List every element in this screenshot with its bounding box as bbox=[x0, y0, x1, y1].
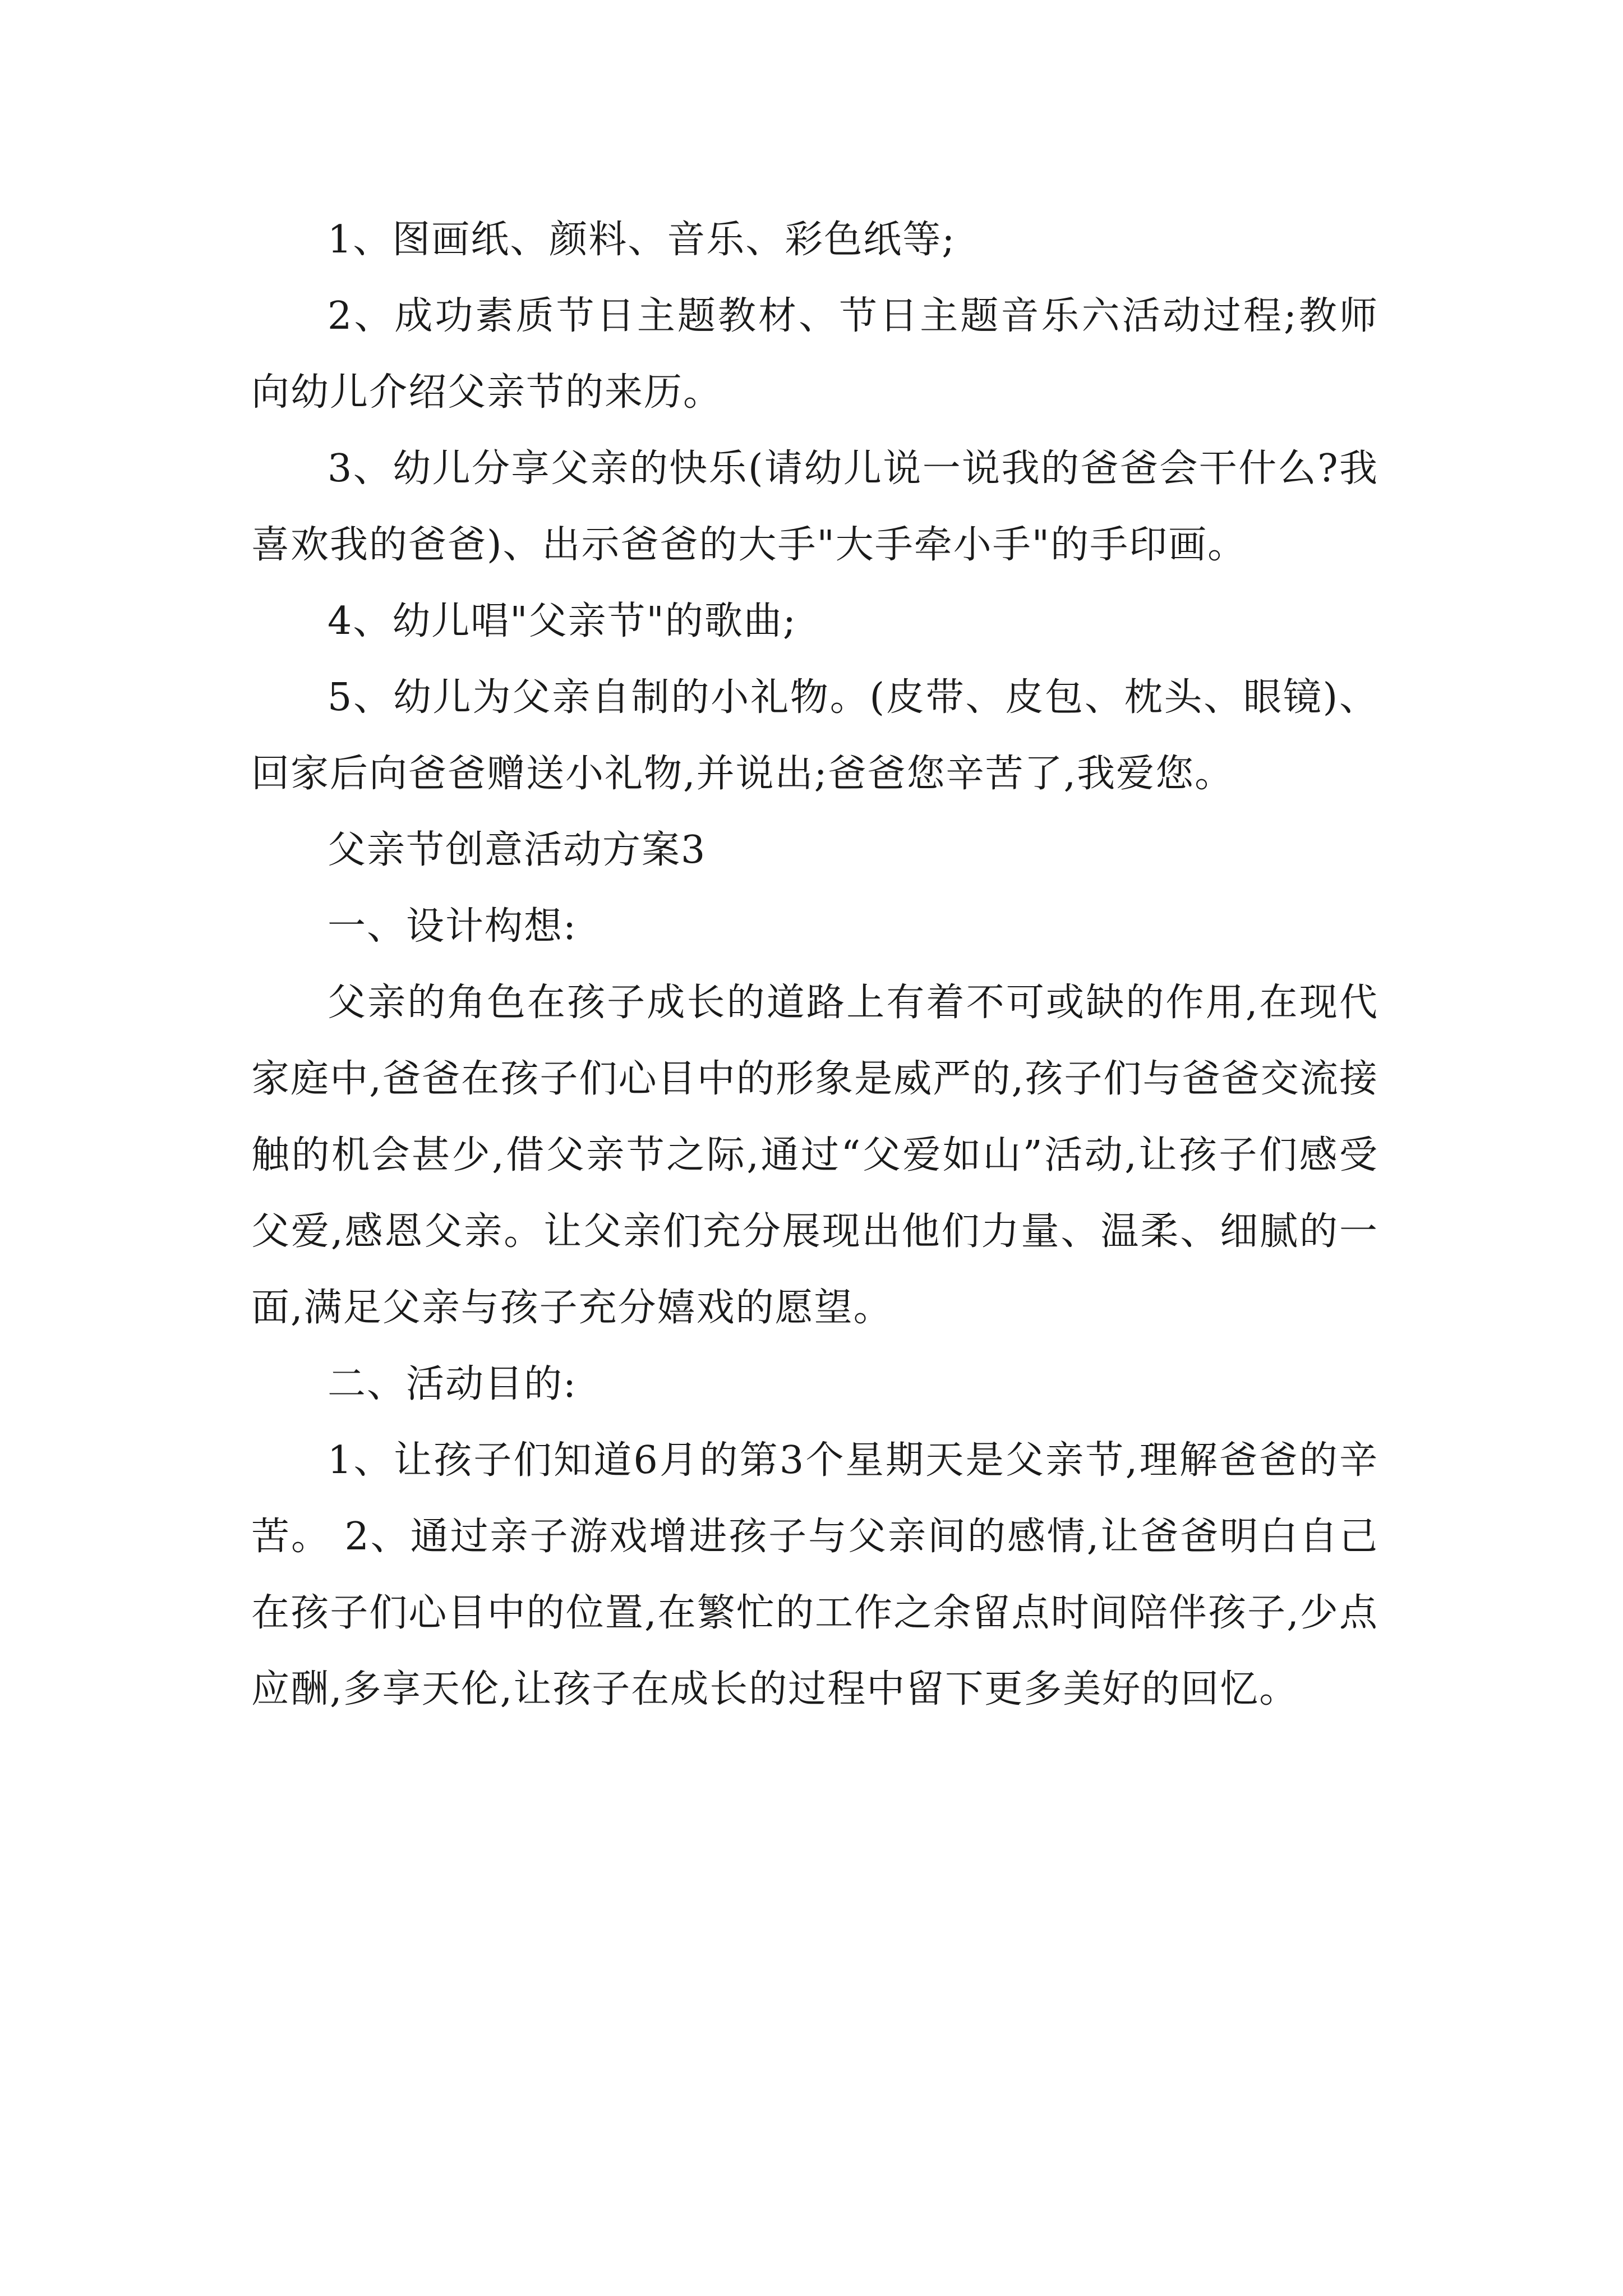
heading-activity-goals: 二、活动目的: bbox=[328, 1362, 577, 1406]
paragraph-song: 4、幼儿唱"父亲节"的歌曲; bbox=[328, 599, 797, 643]
paragraph-design-concept: 父亲的角色在孩子成长的道路上有着不可或缺的作用,在现代家庭中,爸爸在孩子们心目中的形象是威严的,孩子们与爸爸交流接触的机会甚少,借父亲节之际,通过“父爱如山”活动,让孩子们感受父爱,感恩父亲。让父亲们充分展现出他们力量、温柔、细腻的一面,满足父亲与孩子充分嬉戏的愿望。 bbox=[251, 981, 1378, 1330]
document-page bbox=[251, 202, 1378, 1728]
section-heading-plan-3: 父亲节创意活动方案3 bbox=[328, 828, 707, 872]
paragraph-materials: 1、图画纸、颜料、音乐、彩色纸等; bbox=[328, 218, 956, 262]
heading-design-concept: 一、设计构想: bbox=[328, 904, 577, 949]
paragraph-share-joy: 3、幼儿分享父亲的快乐(请幼儿说一说我的爸爸会干什么?我喜欢我的爸爸)、出示爸爸的大手"大手牵小手"的手印画。 bbox=[251, 447, 1378, 567]
paragraph-materials-process: 2、成功素质节日主题教材、节日主题音乐六活动过程;教师向幼儿介绍父亲节的来历。 bbox=[251, 294, 1378, 415]
paragraph-gifts: 5、幼儿为父亲自制的小礼物。(皮带、皮包、枕头、眼镜)、回家后向爸爸赠送小礼物,并说出;爸爸您辛苦了,我爱您。 bbox=[251, 675, 1378, 796]
paragraph-activity-goals: 1、让孩子们知道6月的第3个星期天是父亲节,理解爸爸的辛苦。 2、通过亲子游戏增进孩子与父亲间的感情,让爸爸明白自己在孩子们心目中的位置,在繁忙的工作之余留点时间陪伴孩子,少点应酬,多享天伦,让孩子在成长的过程中留下更多美好的回忆。 bbox=[251, 1438, 1378, 1711]
